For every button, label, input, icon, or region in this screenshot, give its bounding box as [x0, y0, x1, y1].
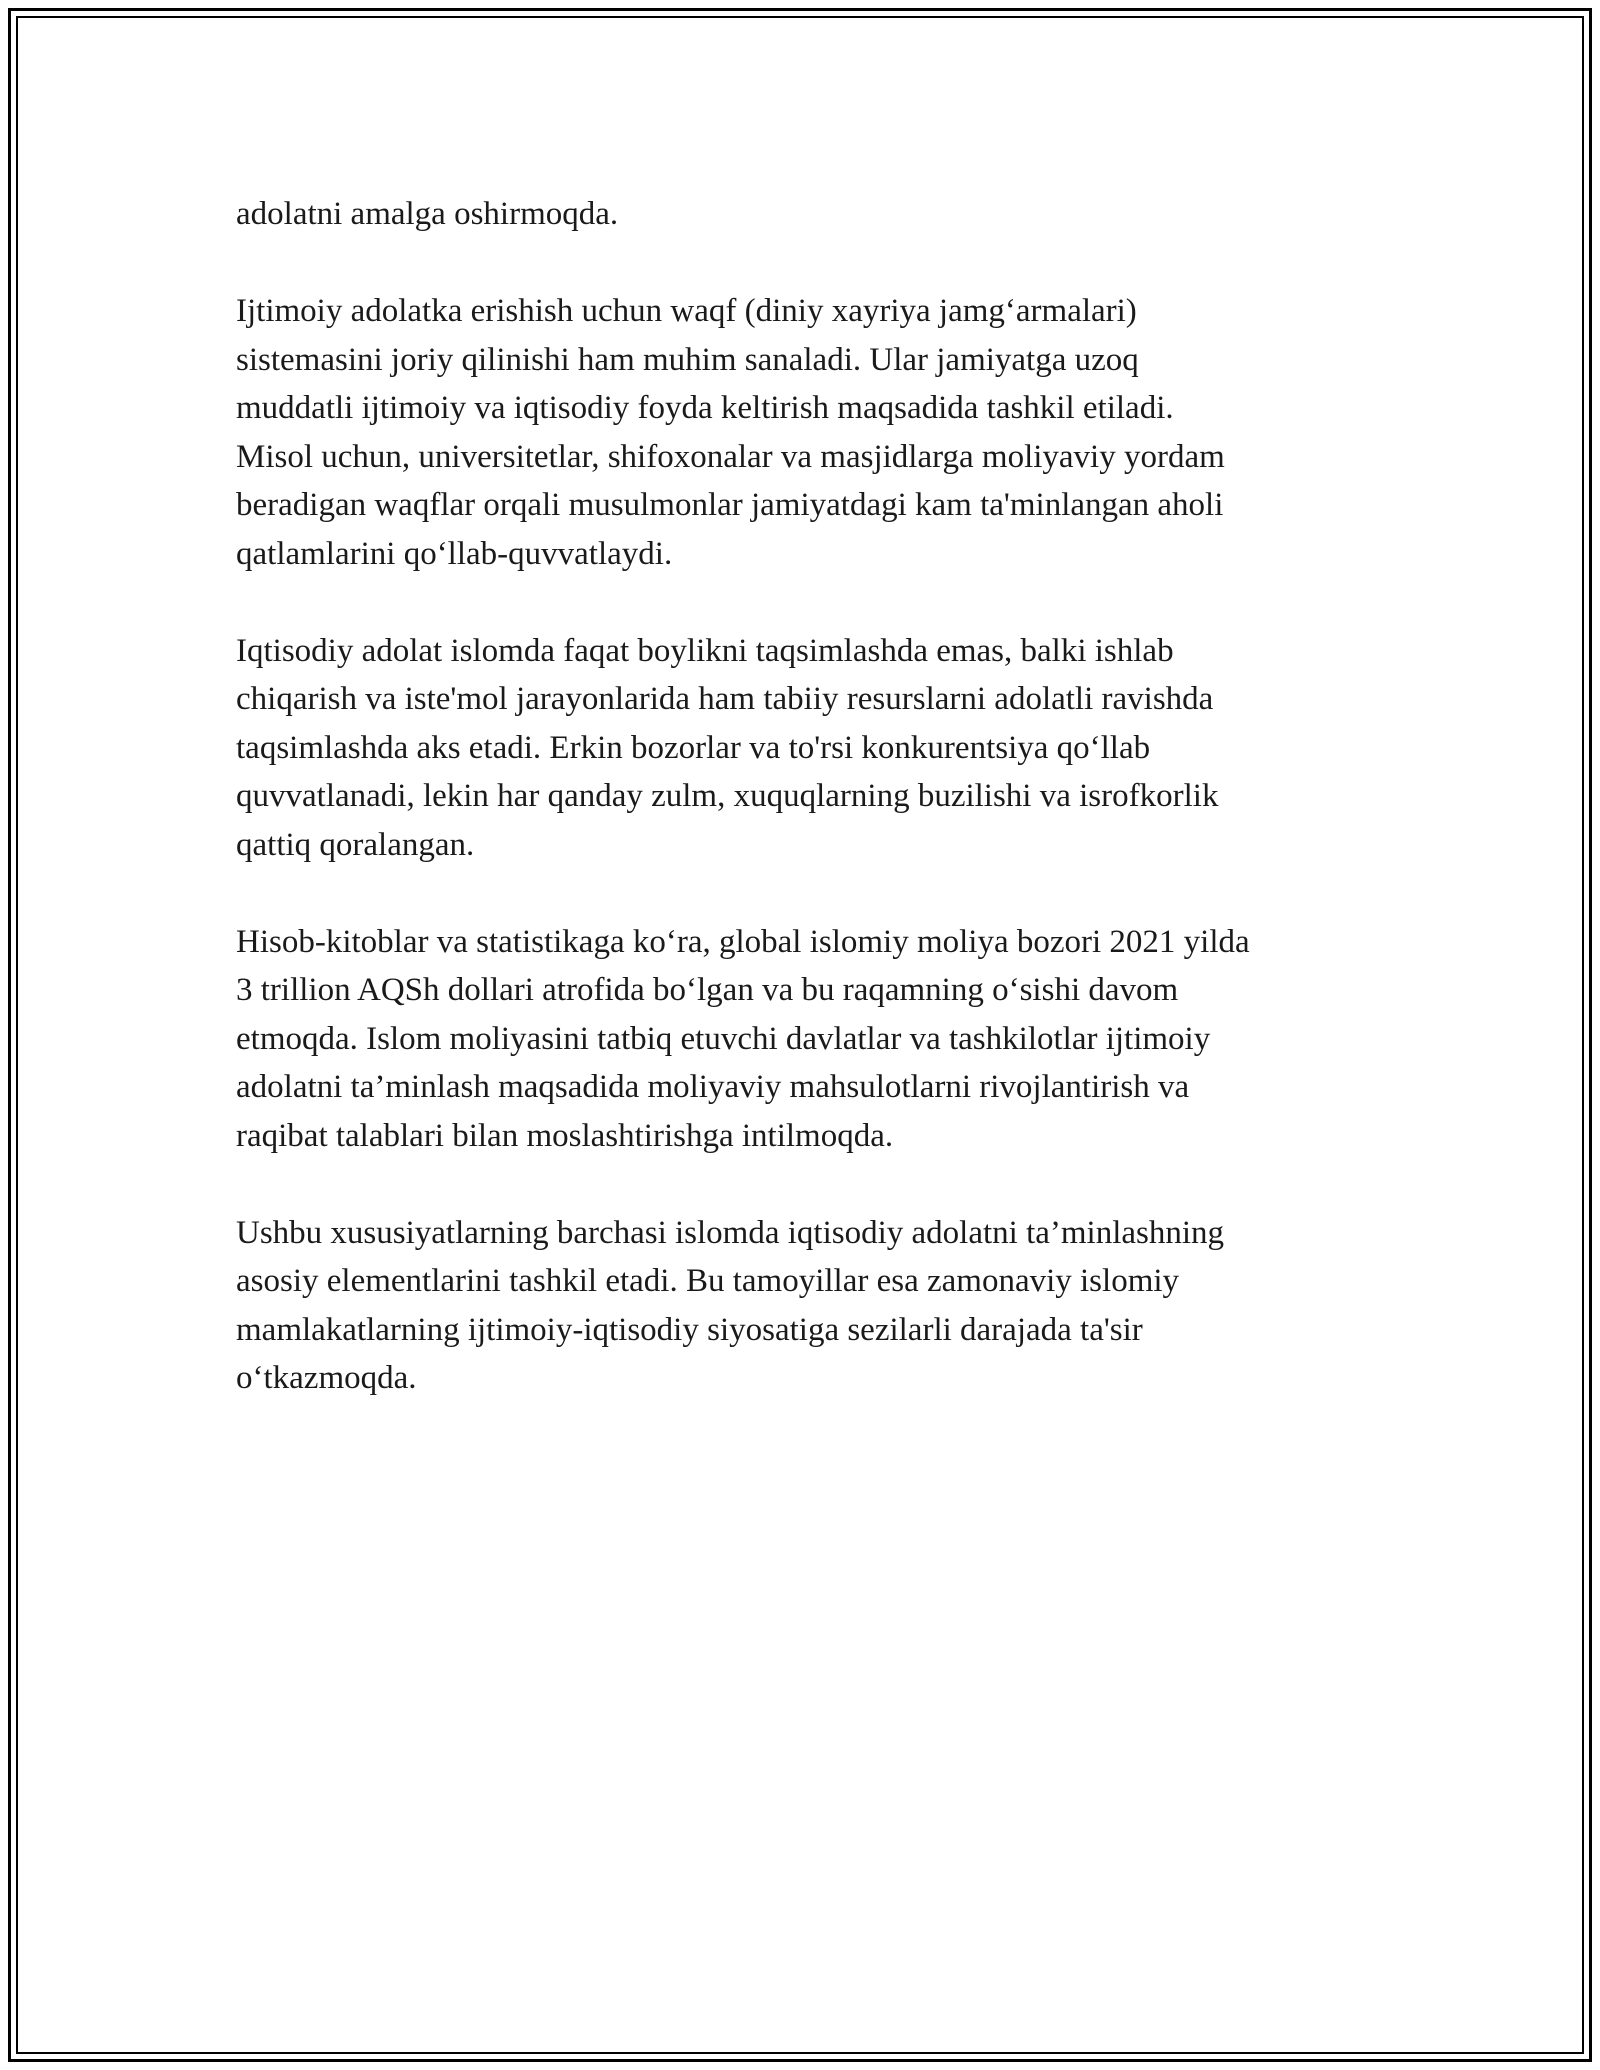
page-content: [236, 190, 1386, 1451]
paragraph-continuation: adolatni amalga oshirmoqda.: [236, 196, 619, 232]
paragraph-economic-justice: Iqtisodiy adolat islomda faqat boylikni taqsimlashda emas, balki ishlab chiqarish va iste'mol jarayonlarida ham tabiiy resurslarni adolatli ravishda taqsimlashda aks etadi. Erkin bozorlar va to'rsi konkurentsiya qo‘llab quvvatlanadi, lekin har qanday zulm, xuquqlarning buzilishi va isrofkorlik qattiq qoralangan.: [236, 632, 1219, 863]
paragraph-waqf: Ijtimoiy adolatka erishish uchun waqf (diniy xayriya jamg‘armalari) sistemasini joriy qilinishi ham muhim sanaladi. Ular jamiyatga uzoq muddatli ijtimoiy va iqtisodiy foyda keltirish maqsadida tashkil etiladi. Misol uchun, universitetlar, shifoxonalar va masjidlarga moliyaviy yordam beradigan waqflar orqali musulmonlar jamiyatdagi kam ta'minlangan aholi qatlamlarini qo‘llab-quvvatlaydi.: [236, 293, 1225, 572]
paragraph-conclusion: Ushbu xususiyatlarning barchasi islomda iqtisodiy adolatni ta’minlashning asosiy elementlarini tashkil etadi. Bu tamoyillar esa zamonaviy islomiy mamlakatlarning ijtimoiy-iqtisodiy siyosatiga sezilarli darajada ta'sir o‘tkazmoqda.: [236, 1214, 1225, 1396]
paragraph-statistics: Hisob-kitoblar va statistikaga ko‘ra, global islomiy moliya bozori 2021 yilda 3 trillion AQSh dollari atrofida bo‘lgan va bu raqamning o‘sishi davom etmoqda. Islom moliyasini tatbiq etuvchi davlatlar va tashkilotlar ijtimoiy adolatni ta’minlash maqsadida moliyaviy mahsulotlarni rivojlantirish va raqibat talablari bilan moslashtirishga intilmoqda.: [236, 923, 1250, 1154]
